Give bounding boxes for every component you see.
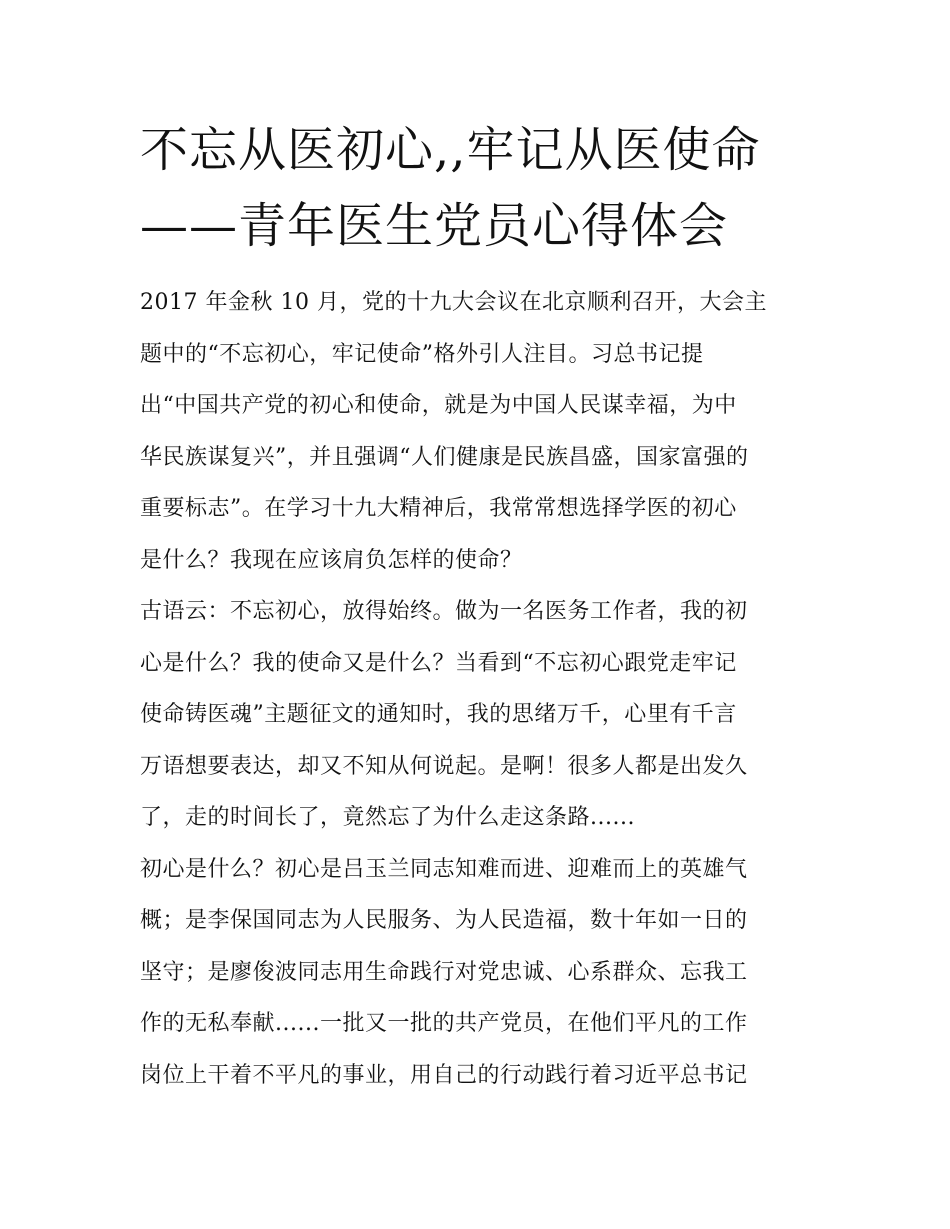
body-line: 万语想要表达，却又不知从何说起。是啊！很多人都是出发久 [140,753,748,779]
body-line: 了，走的时间长了，竟然忘了为什么走这条路...... [140,805,635,830]
body-line: 华民族谋复兴”，并且强调“人们健康是民族昌盛，国家富强的 [140,444,749,470]
title-line-1: 不忘从医初心,,牢记从医使命 [140,122,761,178]
body-line: 岗位上干着不平凡的事业，用自己的行动践行着习近平总书记 [140,1062,748,1088]
body-line: 2017 年金秋 10 月，党的十九大会议在北京顺利召开，大会主 [140,290,767,315]
document-body [140,277,820,1101]
document-title [140,112,820,264]
title-line-2: ——青年医生党员心得体会 [140,198,729,254]
body-line: 重要标志”。在学习十九大精神后，我常常想选择学医的初心 [140,496,737,521]
body-line: 题中的“不忘初心，牢记使命”格外引人注目。习总书记提 [140,341,704,367]
body-line: 作的无私奉献......一批又一批的共产党员，在他们平凡的工作 [140,1011,748,1036]
body-line: 初心是什么？初心是吕玉兰同志知难而进、迎难而上的英雄气 [140,856,748,882]
document-page [140,112,820,1101]
body-line: 概；是李保国同志为人民服务、为人民造福，数十年如一日的 [140,908,748,933]
body-line: 古语云：不忘初心，放得始终。做为一名医务工作者，我的初 [140,599,748,624]
body-line: 出“中国共产党的初心和使命，就是为中国人民谋幸福，为中 [140,393,737,418]
body-line: 使命铸医魂”主题征文的通知时，我的思绪万千，心里有千言 [140,702,737,727]
body-line: 坚守；是廖俊波同志用生命践行对党忠诚、心系群众、忘我工 [140,959,748,985]
body-line: 是什么？我现在应该肩负怎样的使命？ [140,547,523,573]
body-line: 心是什么？我的使命又是什么？当看到“不忘初心跟党走牢记 [140,650,737,676]
